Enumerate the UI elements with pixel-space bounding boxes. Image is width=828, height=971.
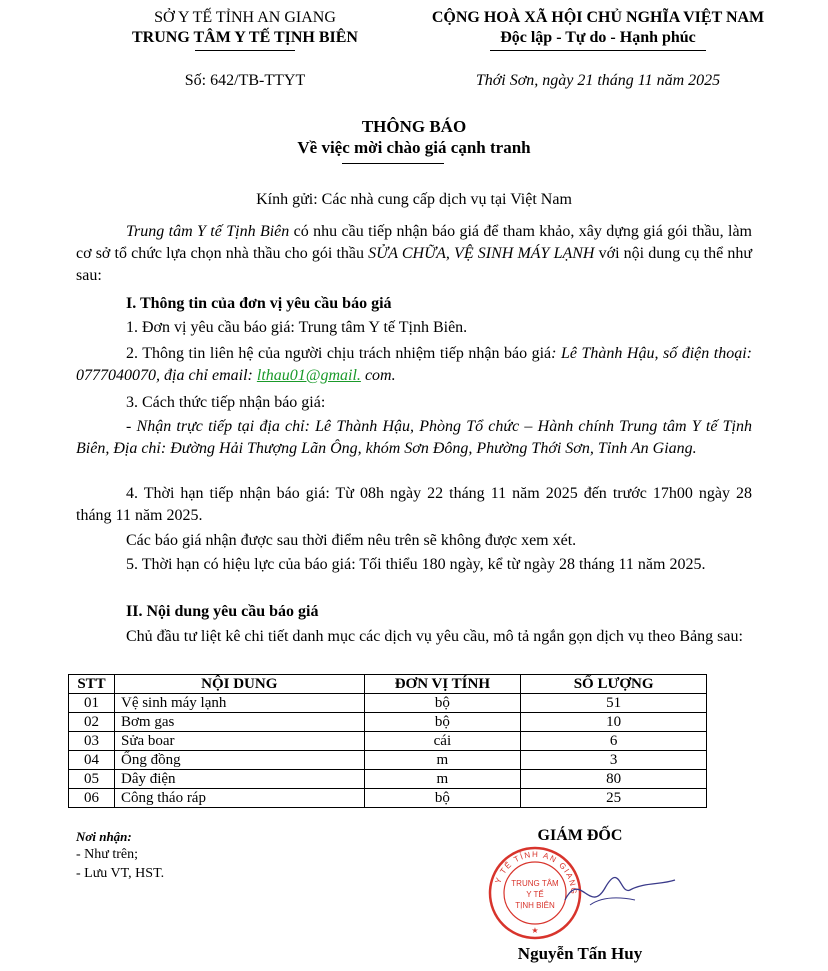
section-1-item-1: 1. Đơn vị yêu cầu báo giá: Trung tâm Y tế Tịnh Biên.	[126, 319, 468, 336]
row-stt: 05	[69, 770, 115, 789]
signer-title: GIÁM ĐỐC	[537, 827, 623, 844]
row-content: Bơm gas	[114, 713, 364, 732]
place-date: Thới Sơn, ngày 21 tháng 11 năm 2025	[475, 72, 721, 89]
title-underline	[342, 163, 444, 164]
national-title: CỘNG HOÀ XÃ HỘI CHỦ NGHĨA VIỆT NAM	[431, 9, 765, 26]
national-motto: Độc lập - Tự do - Hạnh phúc	[500, 29, 696, 46]
motto-underline	[490, 50, 706, 51]
doc-number: Số: 642/TB-TTYT	[184, 72, 306, 89]
recipients-line-1: - Như trên;	[76, 847, 139, 862]
header-unit: ĐƠN VỊ TÍNH	[364, 675, 521, 694]
row-quantity: 10	[521, 713, 707, 732]
intro-text-1: có nhu cầu tiếp nhận báo giá để tham khảo, xây dựng giá gói thầu, làm cơ sở tổ chức lựa chọn nhà thầu cho gói thầu	[76, 223, 752, 262]
intro-paragraph	[76, 221, 752, 287]
recipients-line-2: - Lưu VT, HST.	[76, 866, 165, 881]
section-1-item-5: 5. Thời hạn có hiệu lực của báo giá: Tối thiểu 180 ngày, kể từ ngày 28 tháng 11 năm 2025.	[126, 556, 706, 573]
table-header-row	[69, 675, 707, 694]
table-row	[69, 732, 707, 751]
header-quantity: SỐ LƯỢNG	[521, 675, 707, 694]
section-2-heading: II. Nội dung yêu cầu báo giá	[126, 603, 319, 620]
row-stt: 06	[69, 789, 115, 808]
issuer-underline	[195, 50, 295, 51]
row-content: Công tháo ráp	[114, 789, 364, 808]
row-content: Vệ sinh máy lạnh	[114, 694, 364, 713]
table-row	[69, 789, 707, 808]
item-2-prefix: 2. Thông tin liên hệ của người chịu trách nhiệm tiếp nhận báo giá	[126, 345, 552, 362]
national-motto-block	[398, 8, 798, 48]
intro-org: Trung tâm Y tế Tịnh Biên	[126, 223, 290, 240]
signer-name: Nguyễn Tấn Huy	[517, 944, 643, 963]
row-unit: bộ	[364, 789, 521, 808]
issuer-parent: SỞ Y TẾ TỈNH AN GIANG	[154, 9, 336, 26]
row-quantity: 80	[521, 770, 707, 789]
stamp-line-2: Y TẾ	[526, 890, 544, 899]
row-stt: 02	[69, 713, 115, 732]
section-1-item-3-detail: - Nhận trực tiếp tại địa chỉ: Lê Thành Hậu, Phòng Tổ chức – Hành chính Trung tâm Y tế Tịnh Biên, Địa chỉ: Đường Hải Thượng Lãn Ông, khóm Sơn Đông, Phường Thới Sơn, Tỉnh An Giang.	[76, 418, 752, 457]
header-content: NỘI DUNG	[114, 675, 364, 694]
section-1-item-3: 3. Cách thức tiếp nhận báo giá:	[126, 394, 326, 411]
row-unit: cái	[364, 732, 521, 751]
recipients-block	[76, 828, 164, 883]
section-1-item-4-note: Các báo giá nhận được sau thời điểm nêu trên sẽ không được xem xét.	[126, 532, 577, 549]
doc-subtitle: Về việc mời chào giá cạnh tranh	[297, 138, 531, 157]
row-quantity: 25	[521, 789, 707, 808]
table-row	[69, 770, 707, 789]
section-1-item-2	[76, 343, 752, 387]
section-1-heading: I. Thông tin của đơn vị yêu cầu báo giá	[126, 295, 392, 312]
row-unit: bộ	[364, 694, 521, 713]
header-stt: STT	[69, 675, 115, 694]
signature-scribble	[560, 860, 680, 920]
section-2-intro: Chủ đầu tư liệt kê chi tiết danh mục các dịch vụ yêu cầu, mô tả ngắn gọn dịch vụ theo Bảng sau:	[126, 628, 743, 645]
intro-text-2: với nội dung cụ thể như sau:	[76, 245, 752, 284]
intro-package: SỬA CHỮA, VỆ SINH MÁY LẠNH	[368, 245, 595, 262]
item-2-suffix: com.	[360, 367, 396, 384]
row-quantity: 51	[521, 694, 707, 713]
stamp-line-3: TỊNH BIÊN	[515, 901, 555, 910]
table-row	[69, 751, 707, 770]
stamp-line-1: TRUNG TÂM	[511, 879, 559, 888]
row-stt: 03	[69, 732, 115, 751]
row-unit: m	[364, 751, 521, 770]
issuer-name: TRUNG TÂM Y TẾ TỊNH BIÊN	[132, 29, 358, 46]
issuer-block	[80, 8, 410, 48]
row-content: Sửa boar	[114, 732, 364, 751]
row-quantity: 6	[521, 732, 707, 751]
table-row	[69, 694, 707, 713]
row-content: Dây điện	[114, 770, 364, 789]
section-1-item-4: 4. Thời hạn tiếp nhận báo giá: Từ 08h ngày 22 tháng 11 năm 2025 đến trước 17h00 ngày 28 tháng 11 năm 2025.	[76, 485, 752, 524]
table-row	[69, 713, 707, 732]
row-stt: 01	[69, 694, 115, 713]
row-unit: bộ	[364, 713, 521, 732]
row-stt: 04	[69, 751, 115, 770]
recipients-label: Nơi nhận:	[76, 829, 132, 844]
item-2-contact: : Lê Thành Hậu, số điện thoại: 0777040070, địa chỉ email:	[76, 345, 752, 384]
row-unit: m	[364, 770, 521, 789]
row-content: Ống đồng	[114, 751, 364, 770]
stamp-ring-text: Y TẾ TỈNH AN GIANG	[493, 849, 579, 896]
doc-title: THÔNG BÁO	[361, 117, 467, 136]
recipient-line: Kính gửi: Các nhà cung cấp dịch vụ tại Việt Nam	[256, 191, 572, 208]
service-table	[68, 674, 707, 808]
row-quantity: 3	[521, 751, 707, 770]
svg-text:★: ★	[531, 926, 539, 935]
contact-email-link[interactable]: lthau01@gmail.	[256, 367, 361, 384]
